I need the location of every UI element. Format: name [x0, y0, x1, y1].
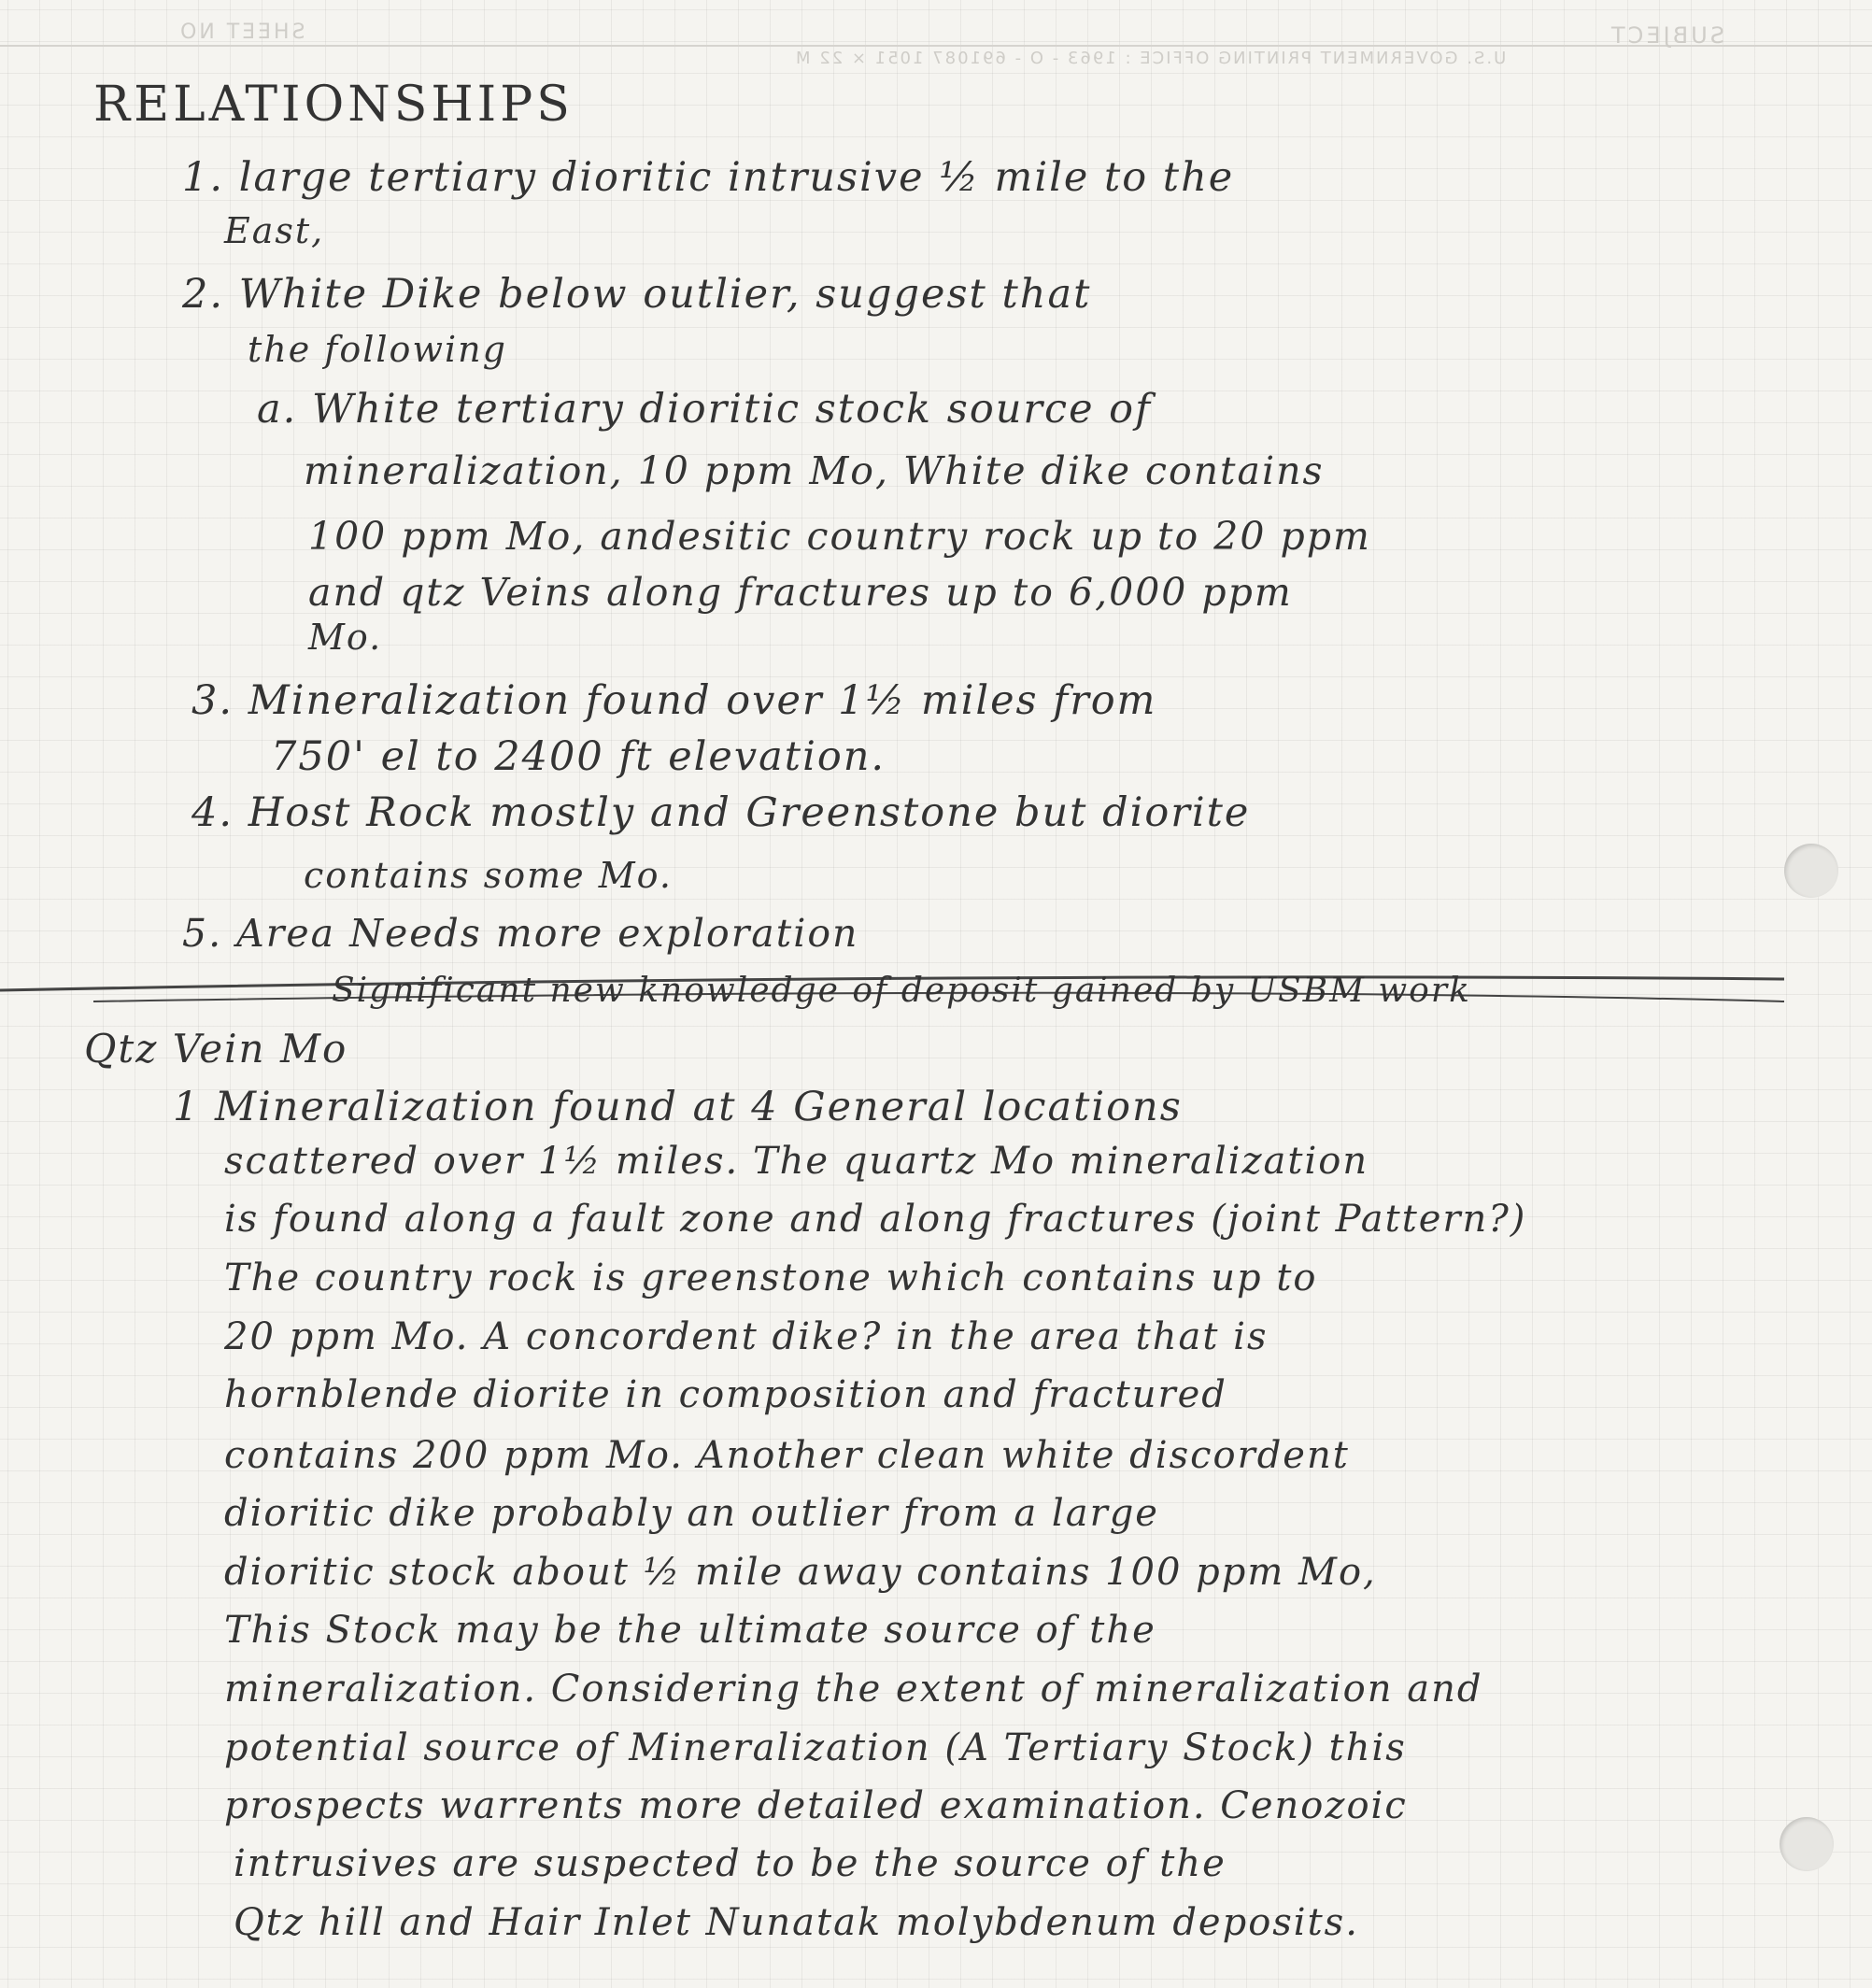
punch-hole	[1784, 844, 1838, 898]
printing-office-imprint: U.S. GOVERNMENT PRINTING OFFICE : 1963 - O - 691087 1051 × 22 M	[794, 49, 1507, 68]
relationships-line: Mo.	[308, 617, 383, 658]
relationships-line: 5. Area Needs more exploration	[182, 911, 859, 956]
relationships-heading: RELATIONSHIPS	[93, 77, 574, 133]
relationships-line: 2. White Dike below outlier, suggest that	[182, 271, 1092, 318]
relationships-line: 3. Mineralization found over 1½ miles from	[191, 677, 1157, 724]
punch-hole	[1780, 1817, 1834, 1871]
qtz-vein-line: potential source of Mineralization (A Tertiary Stock) this	[224, 1726, 1407, 1769]
relationships-line: mineralization, 10 ppm Mo, White dike contains	[304, 448, 1325, 493]
qtz-vein-line: The country rock is greenstone which contains up to	[224, 1257, 1318, 1299]
relationships-line: 4. Host Rock mostly and Greenstone but diorite	[191, 789, 1251, 836]
qtz-vein-line: dioritic dike probably an outlier from a large	[224, 1492, 1159, 1535]
qtz-vein-line: intrusives are suspected to be the source of the	[234, 1842, 1227, 1885]
relationships-line: the following	[248, 329, 507, 370]
qtz-vein-line: scattered over 1½ miles. The quartz Mo mineralization	[224, 1140, 1369, 1183]
divider-note: Significant new knowledge of deposit gained by USBM work	[332, 972, 1471, 1010]
relationships-line: a. White tertiary dioritic stock source of	[257, 386, 1152, 433]
qtz-vein-line: mineralization. Considering the extent of mineralization and	[224, 1668, 1483, 1711]
qtz-vein-line: contains 200 ppm Mo. Another clean white discordent	[224, 1434, 1350, 1477]
qtz-vein-line: This Stock may be the ultimate source of the	[224, 1609, 1156, 1652]
qtz-vein-line: is found along a fault zone and along fractures (joint Pattern?)	[224, 1198, 1527, 1241]
qtz-vein-heading: Qtz Vein Mo	[84, 1026, 348, 1072]
qtz-vein-line: hornblende diorite in composition and fractured	[224, 1373, 1227, 1416]
relationships-line: East,	[224, 210, 325, 251]
qtz-vein-line: 20 ppm Mo. A concordent dike? in the area that is	[224, 1315, 1269, 1358]
relationships-line: 1. large tertiary dioritic intrusive ½ mile to the	[182, 154, 1235, 201]
qtz-vein-line: 1 Mineralization found at 4 General locations	[173, 1084, 1183, 1130]
relationships-line: and qtz Veins along fractures up to 6,000 ppm	[308, 570, 1293, 615]
qtz-vein-line: Qtz hill and Hair Inlet Nunatak molybdenum deposits.	[234, 1901, 1359, 1944]
relationships-line: contains some Mo.	[304, 855, 673, 896]
qtz-vein-line: prospects warrents more detailed examination. Cenozoic	[224, 1784, 1408, 1827]
qtz-vein-line: dioritic stock about ½ mile away contains 100 ppm Mo,	[224, 1551, 1377, 1594]
sheet-no-label: SHEET NO	[177, 21, 305, 44]
subject-label: SUBJECT	[1609, 22, 1724, 49]
header-rule	[0, 45, 1872, 47]
relationships-line: 750' el to 2400 ft elevation.	[271, 733, 886, 780]
relationships-line: 100 ppm Mo, andesitic country rock up to 20 ppm	[308, 514, 1371, 559]
